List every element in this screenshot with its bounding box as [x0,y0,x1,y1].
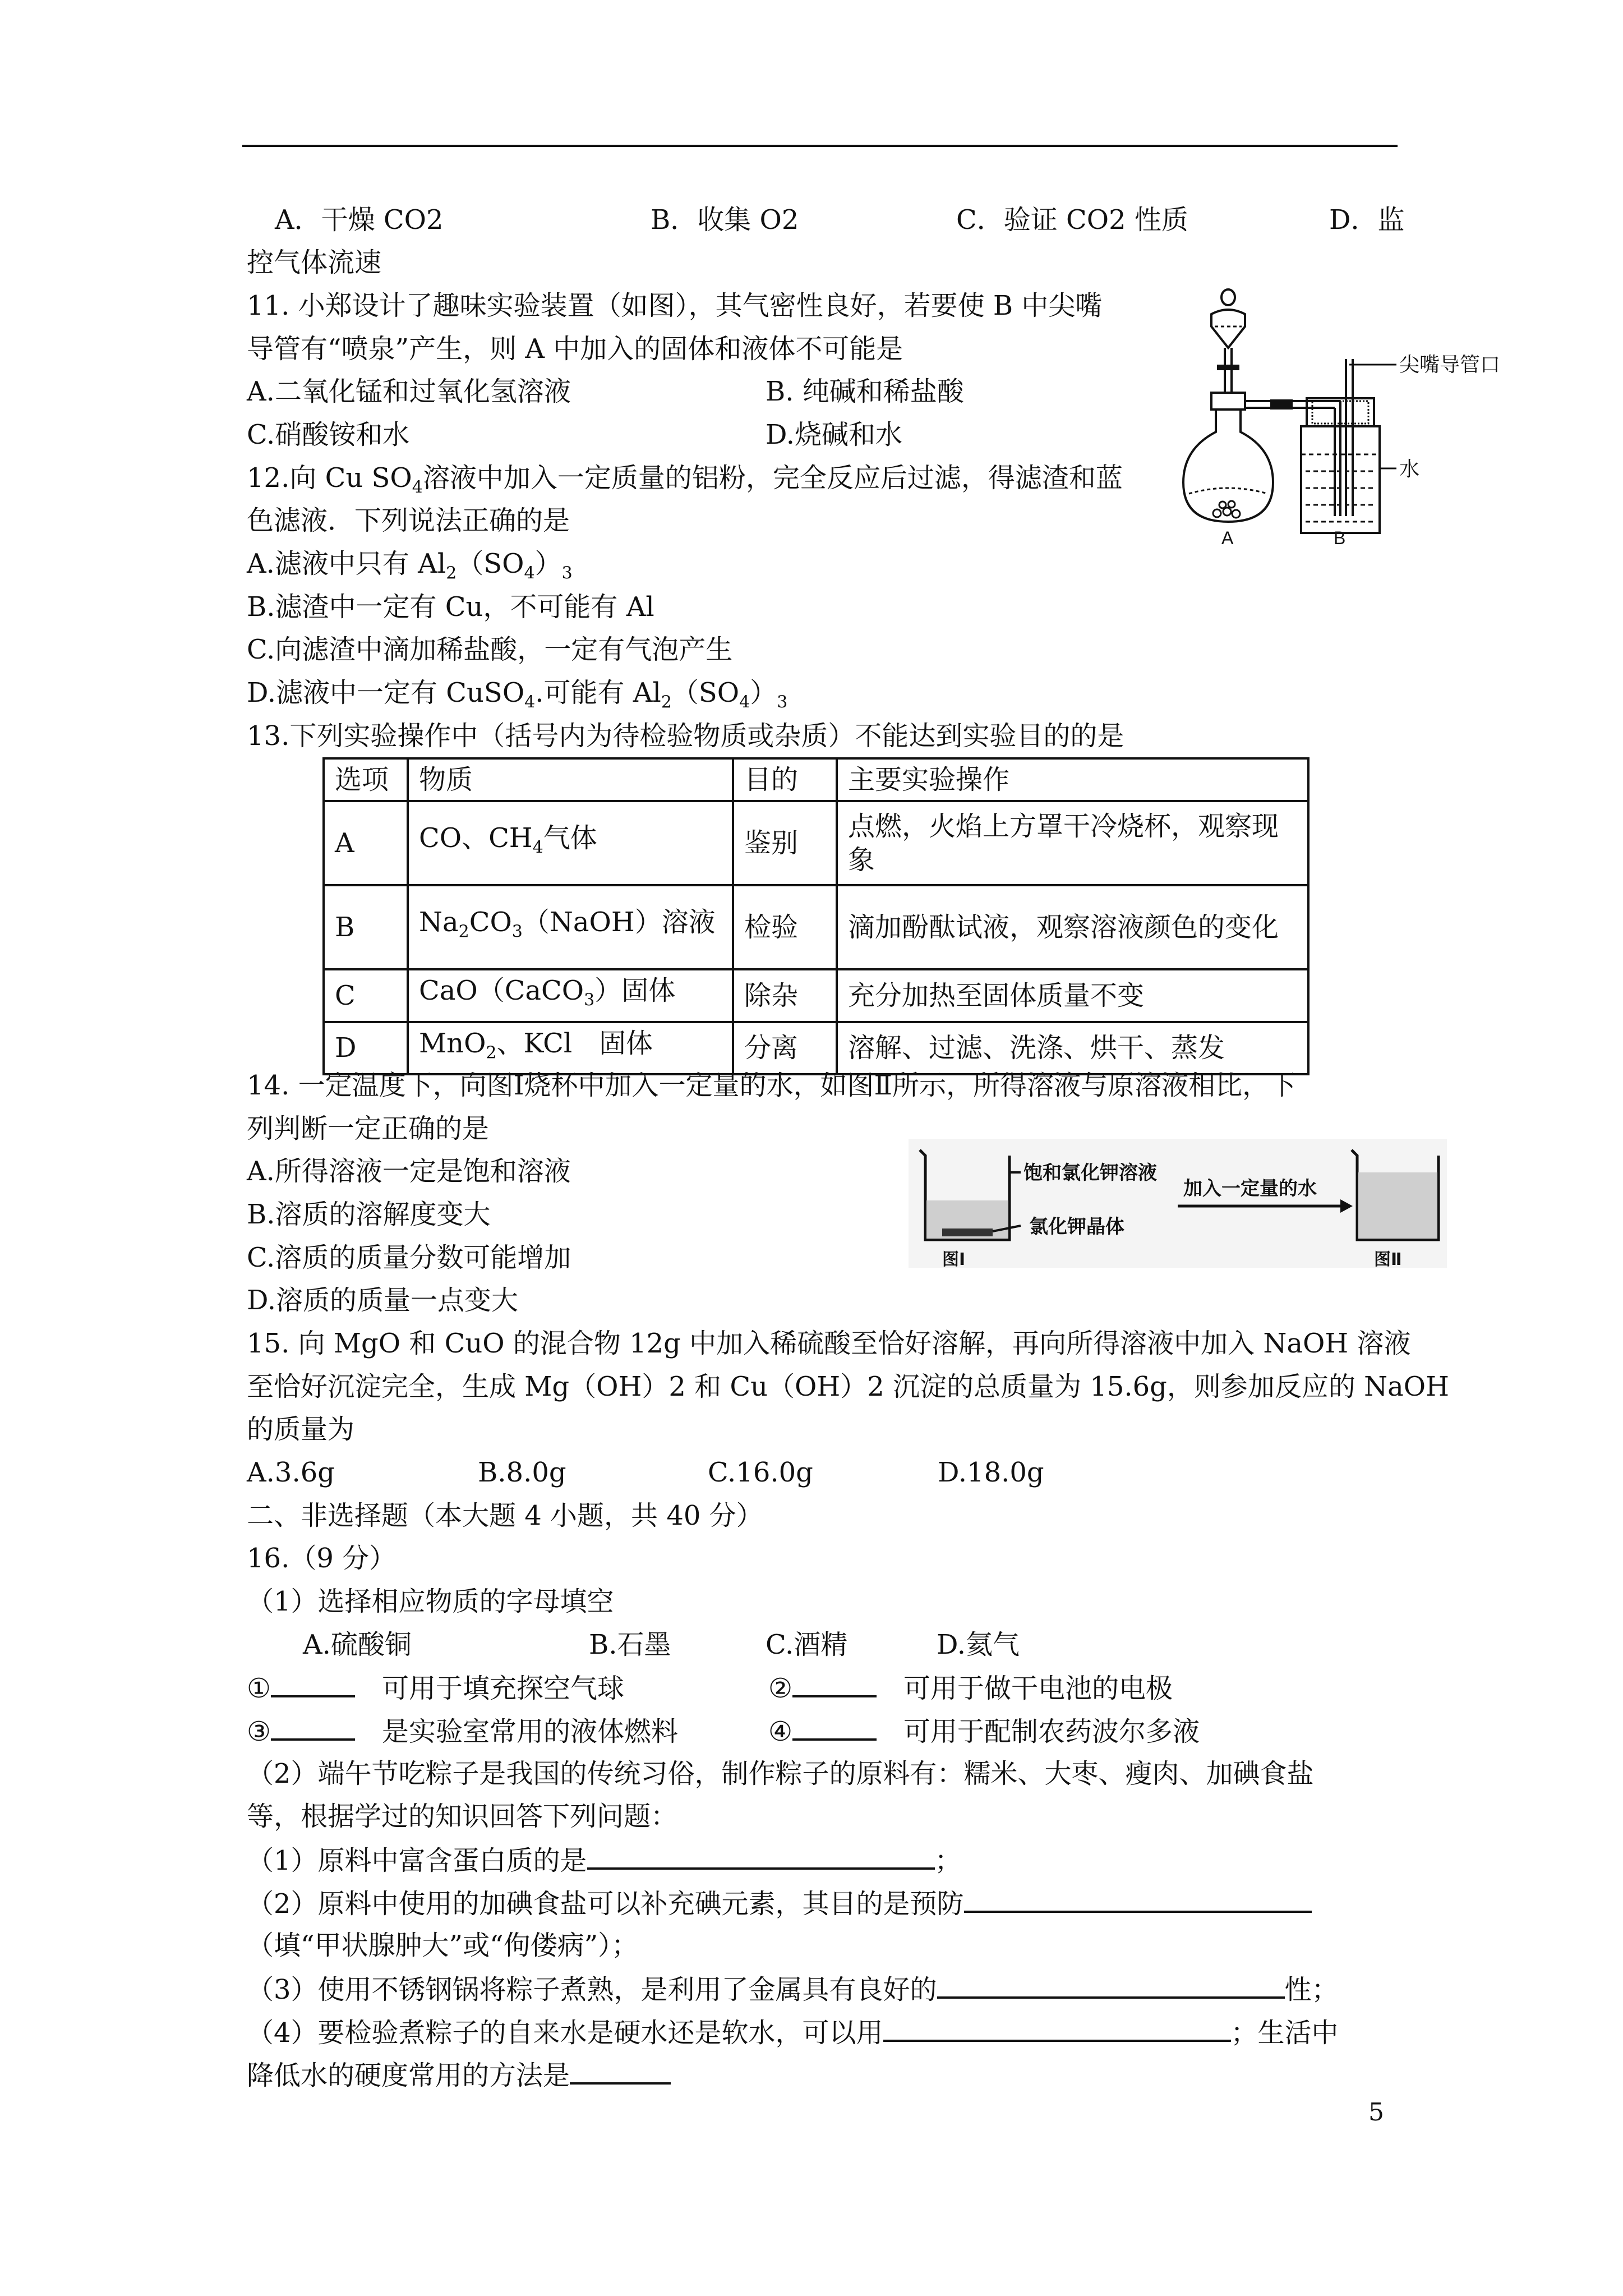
table-header-cell: 主要实验操作 [837,758,1308,801]
q13-options-table [322,757,1310,1075]
q16-sub2: （2）原料中使用的加碘食盐可以补充碘元素，其目的是预防 [247,1886,1312,1921]
table-cell-operation: 溶解、过滤、洗涤、烘干、蒸发 [837,1022,1308,1075]
q16-choice-b: B.石墨 [589,1629,671,1660]
q15-option-d: D.18.0g [938,1457,1044,1488]
q16-title: 16.（9 分） [247,1543,396,1574]
answer-blank[interactable] [937,1972,1285,1999]
table-cell-purpose: 检验 [733,885,837,969]
table-cell-substance: MnO$_2$、KCl 固体 [408,1022,733,1075]
q16-blank-3: ③ 是实验室常用的液体燃料 [247,1714,678,1749]
section-two-heading: 二、非选择题（本大题 4 小题，共 40 分） [247,1500,763,1531]
table-header-cell: 目的 [733,758,837,801]
q12-option-b: B.滤渣中一定有 Cu，不可能有 Al [247,591,654,623]
answer-blank[interactable] [271,1714,355,1741]
table-cell-option: A [324,801,408,885]
q14-beakers-figure [909,1139,1447,1268]
answer-blank[interactable] [964,1886,1312,1913]
q11-option-b: B. 纯碱和稀盐酸 [766,376,964,407]
q16-sub4: （4）要检验煮粽子的自来水是硬水还是软水，可以用 ；生活中 [247,2015,1339,2050]
q16-choice-d: D.氦气 [937,1629,1020,1660]
q10-option-d-continued: 控气体流速 [247,247,382,278]
q16-part2-line2: 等，根据学过的知识回答下列问题： [247,1801,678,1832]
q11-option-a: A.二氧化锰和过氧化氢溶液 [247,376,571,407]
page-number: 5 [1368,2098,1384,2127]
answer-blank[interactable] [570,2058,671,2085]
table-row [324,801,1308,885]
table-cell-purpose: 分离 [733,1022,837,1075]
table-header-cell: 选项 [324,758,408,801]
q14-figure-crystal-label: 氯化钾晶体 [1029,1216,1124,1237]
q12-stem-line1: 12.向 Cu $SO_4$溶液中加入一定质量的铝粉，完全反应后过滤，得滤渣和蓝 [247,462,1123,498]
table-cell-substance: CO、$CH_4$气体 [408,801,733,885]
q16-choice-c: C.酒精 [766,1629,848,1660]
table-row [324,885,1308,969]
q16-blank-4: ④ 可用于配制农药波尔多液 [768,1714,1200,1749]
table-cell-operation: 充分加热至固体质量不变 [837,969,1308,1022]
q11-option-c: C.硝酸铵和水 [247,419,410,450]
q14-option-a: A.所得溶液一定是饱和溶液 [247,1156,571,1187]
answer-blank[interactable] [271,1671,355,1697]
q15-option-c: C.16.0g [708,1457,813,1488]
q15-option-b: B.8.0g [478,1457,566,1488]
header-rule [242,145,1398,147]
q14-stem-line2: 列判断一定正确的是 [247,1113,490,1144]
table-header-row [324,758,1308,801]
q15-stem-line2: 至恰好沉淀完全，生成 Mg（OH）2 和 Cu（OH）2 沉淀的总质量为 15.6g，则参加反应的 NaOH [247,1371,1449,1402]
q11-option-d: D.烧碱和水 [766,419,903,450]
q13-stem: 13.下列实验操作中（括号内为待检验物质或杂质）不能达到实验目的的是 [247,720,1124,752]
table-cell-operation: 点燃，火焰上方罩干冷烧杯，观察现象 [837,801,1308,885]
q14-option-b: B.溶质的溶解度变大 [247,1199,491,1230]
table-cell-purpose: 除杂 [733,969,837,1022]
q15-stem-line1: 15. 向 MgO 和 CuO 的混合物 12g 中加入稀硫酸至恰好溶解，再向所得溶液中加入 NaOH 溶液 [247,1328,1411,1359]
q11-figure-label-a: A [1221,528,1234,548]
q10-option-b: B．收集 O2 [651,204,799,236]
table-header-cell: 物质 [408,758,733,801]
q14-figure-saturated-label: 饱和氯化钾溶液 [1023,1162,1157,1184]
q14-figure-label-i: 图Ⅰ [942,1250,966,1268]
answer-blank[interactable] [792,1714,877,1741]
table-row [324,1022,1308,1075]
q16-sub2-hint: （填“甲状腺肿大”或“佝偻病”）； [247,1930,639,1961]
q11-stem-line1: 11. 小郑设计了趣味实验装置（如图），其气密性良好，若要使 B 中尖嘴 [247,290,1103,321]
table-cell-substance: $Na_2CO_3(NaOH)$溶液 [408,885,733,969]
table-cell-operation: 滴加酚酞试液，观察溶液颜色的变化 [837,885,1308,969]
q16-part1-prompt: （1）选择相应物质的字母填空 [247,1586,614,1617]
q16-sub1: （1）原料中富含蛋白质的是 ； [247,1843,962,1878]
q16-blank-1: ① 可用于填充探空气球 [247,1671,624,1705]
q12-option-a: A.滤液中只有 $Al_2(SO_4)_3$ [247,548,573,583]
q10-option-c: C．验证 CO2 性质 [956,204,1188,236]
q11-figure-label-b: B [1334,528,1346,548]
q10-option-d: D．监 [1329,204,1405,236]
table-cell-purpose: 鉴别 [733,801,837,885]
q11-apparatus-figure [1172,280,1509,550]
q15-stem-line3: 的质量为 [247,1414,355,1445]
q12-option-c: C.向滤渣中滴加稀盐酸，一定有气泡产生 [247,634,733,665]
q12-stem-line2: 色滤液．下列说法正确的是 [247,505,570,536]
q10-option-a: A．干燥 CO2 [275,204,444,236]
q15-option-a: A.3.6g [247,1457,335,1488]
q16-part2-line1: （2）端午节吃粽子是我国的传统习俗，制作粽子的原料有：糯米、大枣、瘦肉、加碘食盐 [247,1758,1314,1789]
table-cell-option: C [324,969,408,1022]
q14-figure-arrow-label: 加入一定量的水 [1183,1178,1317,1199]
table-cell-option: D [324,1022,408,1075]
q14-figure-label-ii: 图Ⅱ [1374,1250,1402,1268]
table-cell-option: B [324,885,408,969]
q14-option-d: D.溶质的质量一点变大 [247,1285,519,1316]
table-row [324,969,1308,1022]
q16-blank-2: ② 可用于做干电池的电极 [768,1671,1173,1705]
table-cell-substance: CaO（CaCO$_3$）固体 [408,969,733,1022]
q16-sub4-line2: 降低水的硬度常用的方法是 [247,2058,671,2092]
q14-option-c: C.溶质的质量分数可能增加 [247,1242,571,1273]
q11-stem-line2: 导管有“喷泉”产生，则 A 中加入的固体和液体不可能是 [247,333,903,365]
q14-stem-line1: 14. 一定温度下，向图Ⅰ烧杯中加入一定量的水，如图Ⅱ所示，所得溶液与原溶液相比，下 [247,1070,1297,1101]
q11-figure-tip-label: 尖嘴导管口 [1399,353,1501,376]
answer-blank[interactable] [587,1843,935,1870]
answer-blank[interactable] [883,2015,1231,2042]
q12-option-d: D.滤液中一定有 CuSO$_4$.可能有 $Al_2(SO_4)_3$ [247,677,788,712]
q11-figure-water-label: 水 [1399,457,1420,480]
q16-sub3: （3）使用不锈钢锅将粽子煮熟，是利用了金属具有良好的 性； [247,1972,1339,2007]
q16-choice-a: A.硫酸铜 [303,1629,412,1660]
answer-blank[interactable] [792,1671,877,1697]
